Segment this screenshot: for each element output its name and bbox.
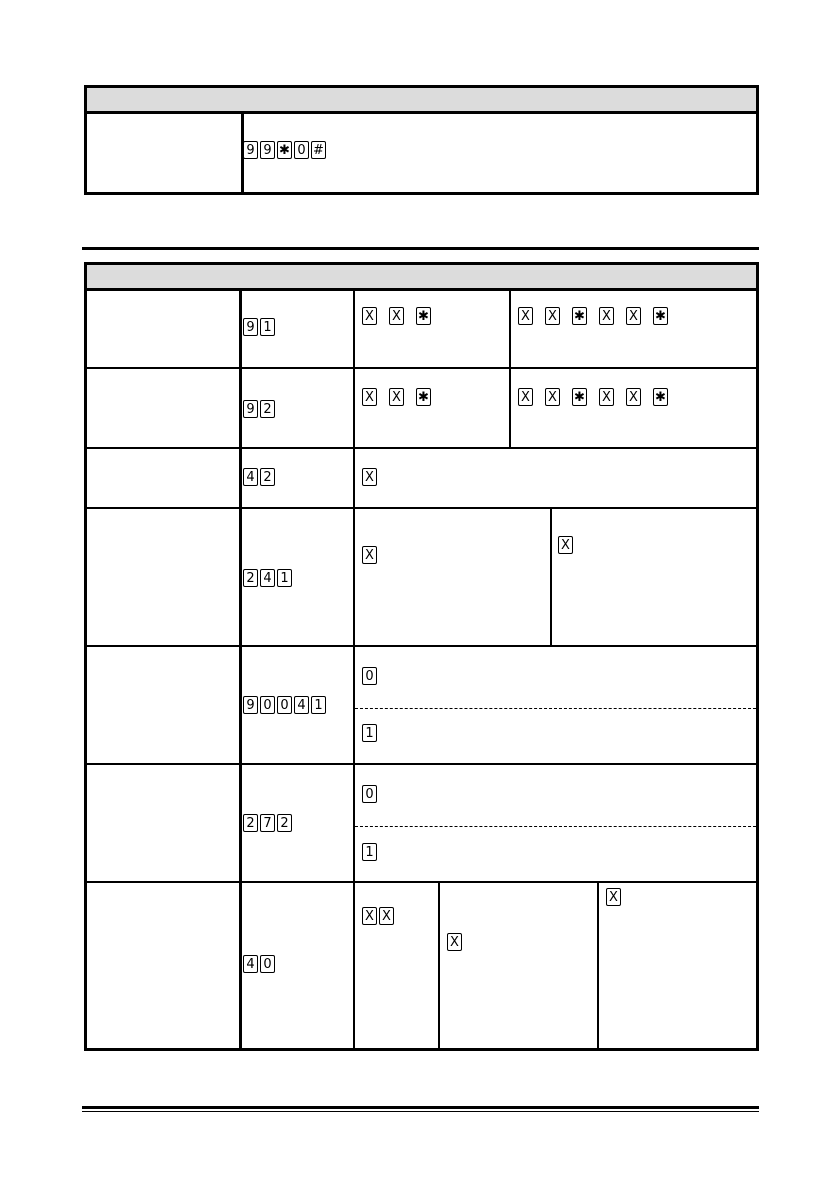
column-divider-label: [239, 288, 242, 1048]
key-1: 1: [362, 843, 377, 861]
key-x: X: [362, 468, 377, 486]
row-divider: [87, 645, 756, 647]
key-2: 2: [243, 569, 258, 587]
value-subcolumn-divider: [550, 508, 552, 645]
key-x: X: [362, 546, 377, 564]
option-key-row-5-a: [362, 667, 377, 685]
key-1: 1: [277, 569, 292, 587]
key-pattern-row-1-b: [518, 307, 668, 325]
key-x: X: [447, 933, 462, 951]
table-header-bar: [87, 265, 756, 291]
key-0: 0: [277, 696, 292, 714]
key-x: X: [362, 307, 377, 325]
key-pattern-row-7-b: [447, 933, 462, 951]
option-divider: [355, 826, 756, 827]
key-2: 2: [243, 814, 258, 832]
key-sequence-row-6: [243, 814, 292, 832]
key-0: 0: [362, 667, 377, 685]
key-7: 7: [260, 814, 275, 832]
key-x: X: [362, 388, 377, 406]
key-1: 1: [362, 724, 377, 742]
key-sequence-row-1: [243, 318, 275, 336]
key-sequence-row-3: [243, 468, 275, 486]
key-pattern-row-2-b: [518, 388, 668, 406]
key-9: 9: [260, 141, 275, 159]
key-x: X: [518, 307, 533, 325]
key-2: 2: [260, 468, 275, 486]
section-divider: [82, 247, 759, 250]
table-header-bar: [87, 88, 756, 114]
key-x: X: [599, 388, 614, 406]
option-key-row-6-a: [362, 785, 377, 803]
key-x: X: [389, 307, 404, 325]
key-1: 1: [311, 696, 326, 714]
value-subcolumn-divider: [509, 288, 511, 447]
key-star: ✱: [277, 141, 292, 159]
key-2: 2: [277, 814, 292, 832]
key-star: ✱: [572, 307, 587, 325]
row-divider: [87, 881, 756, 883]
code-table-main: [84, 262, 759, 1051]
key-sequence-top: [243, 141, 326, 159]
key-4: 4: [260, 569, 275, 587]
key-0: 0: [294, 141, 309, 159]
key-x: X: [606, 888, 621, 906]
row-divider: [87, 507, 756, 509]
key-x: X: [558, 536, 573, 554]
key-hash: #: [311, 141, 326, 159]
key-pattern-row-1-a: [362, 307, 431, 325]
key-star: ✱: [653, 307, 668, 325]
key-x: X: [626, 307, 641, 325]
key-pattern-row-3: [362, 468, 377, 486]
key-0: 0: [362, 785, 377, 803]
code-table-top: [84, 85, 759, 195]
key-9: 9: [243, 141, 258, 159]
key-x: X: [626, 388, 641, 406]
row-divider: [87, 763, 756, 765]
key-pattern-row-7-a: [362, 907, 394, 925]
key-sequence-row-5: [243, 696, 326, 714]
key-9: 9: [243, 696, 258, 714]
key-x: X: [545, 307, 560, 325]
row-divider: [87, 367, 756, 369]
key-4: 4: [294, 696, 309, 714]
key-9: 9: [243, 400, 258, 418]
footer-rule: [82, 1106, 759, 1109]
key-pattern-row-4-a: [362, 546, 377, 564]
row-divider: [87, 447, 756, 449]
key-2: 2: [260, 400, 275, 418]
key-pattern-row-4-b: [558, 536, 573, 554]
option-key-row-6-b: [362, 843, 377, 861]
footer-rule-thin: [82, 1111, 759, 1112]
key-x: X: [362, 907, 377, 925]
key-x: X: [599, 307, 614, 325]
key-star: ✱: [572, 388, 587, 406]
key-4: 4: [243, 955, 258, 973]
value-subcolumn-divider: [438, 882, 440, 1048]
key-x: X: [389, 388, 404, 406]
key-star: ✱: [416, 307, 431, 325]
column-divider-code: [353, 288, 355, 1048]
key-0: 0: [260, 955, 275, 973]
key-pattern-row-2-a: [362, 388, 431, 406]
value-subcolumn-divider: [597, 882, 599, 1048]
option-key-row-5-b: [362, 724, 377, 742]
key-pattern-row-7-c: [606, 888, 621, 906]
key-0: 0: [260, 696, 275, 714]
key-star: ✱: [416, 388, 431, 406]
key-sequence-row-4: [243, 569, 292, 587]
key-1: 1: [260, 318, 275, 336]
key-sequence-row-7: [243, 955, 275, 973]
key-star: ✱: [653, 388, 668, 406]
key-x: X: [545, 388, 560, 406]
key-x: X: [379, 907, 394, 925]
key-x: X: [518, 388, 533, 406]
key-9: 9: [243, 318, 258, 336]
key-sequence-row-2: [243, 400, 275, 418]
option-divider: [355, 708, 756, 709]
key-4: 4: [243, 468, 258, 486]
